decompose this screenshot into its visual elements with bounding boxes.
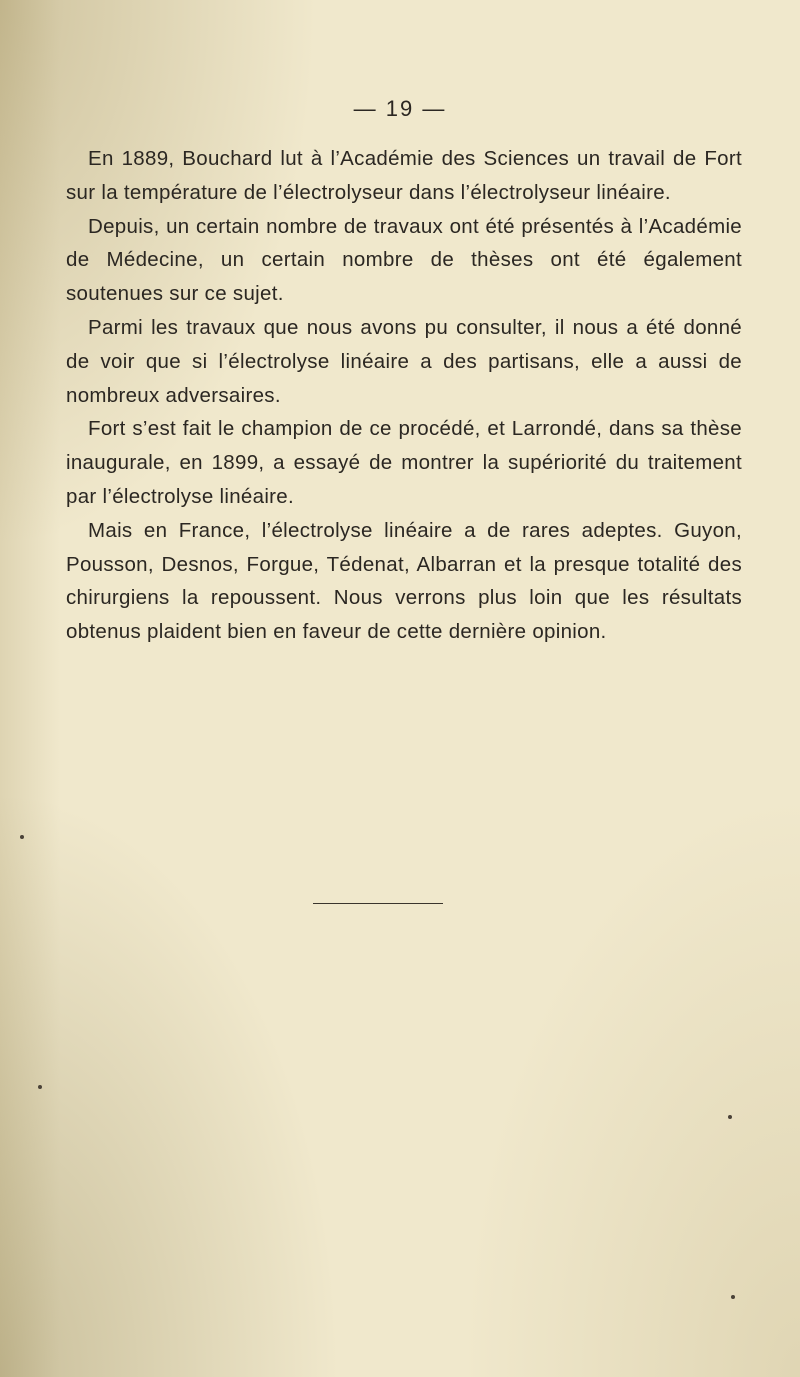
paper-speck bbox=[20, 835, 24, 839]
paragraph: Fort s’est fait le champion de ce procédé, et Larrondé, dans sa thèse inaugurale, en 1899, a essayé de montrer la supériorité du traitement par l’électrolyse linéaire. bbox=[66, 417, 742, 508]
paragraph: Mais en France, l’électrolyse linéaire a de rares adeptes. Guyon, Pousson, Desnos, Forgue, Tédenat, Albarran et la presque totalité des chirurgiens la repoussent. Nous verrons plus loin que les résultats obtenus plaident bien en faveur de cette dernière opinion. bbox=[66, 518, 742, 644]
paper-speck bbox=[38, 1085, 42, 1089]
paragraph: Parmi les travaux que nous avons pu consulter, il nous a été donné de voir que si l’électrolyse linéaire a des partisans, elle a aussi de nombreux adversaires. bbox=[66, 315, 742, 407]
separator-rule bbox=[313, 903, 443, 904]
paper-speck bbox=[728, 1115, 732, 1119]
paper-speck bbox=[731, 1295, 735, 1299]
page-number: — 19 — bbox=[353, 96, 447, 121]
paragraph: Depuis, un certain nombre de travaux ont été présentés à l’Académie de Médecine, un certain nombre de thèses ont été également soutenues sur ce sujet. bbox=[66, 214, 742, 306]
body-text bbox=[66, 142, 742, 649]
paragraph: En 1889, Bouchard lut à l’Académie des Sciences un travail de Fort sur la température de l’électrolyseur dans l’électrolyseur linéaire. bbox=[66, 147, 742, 204]
